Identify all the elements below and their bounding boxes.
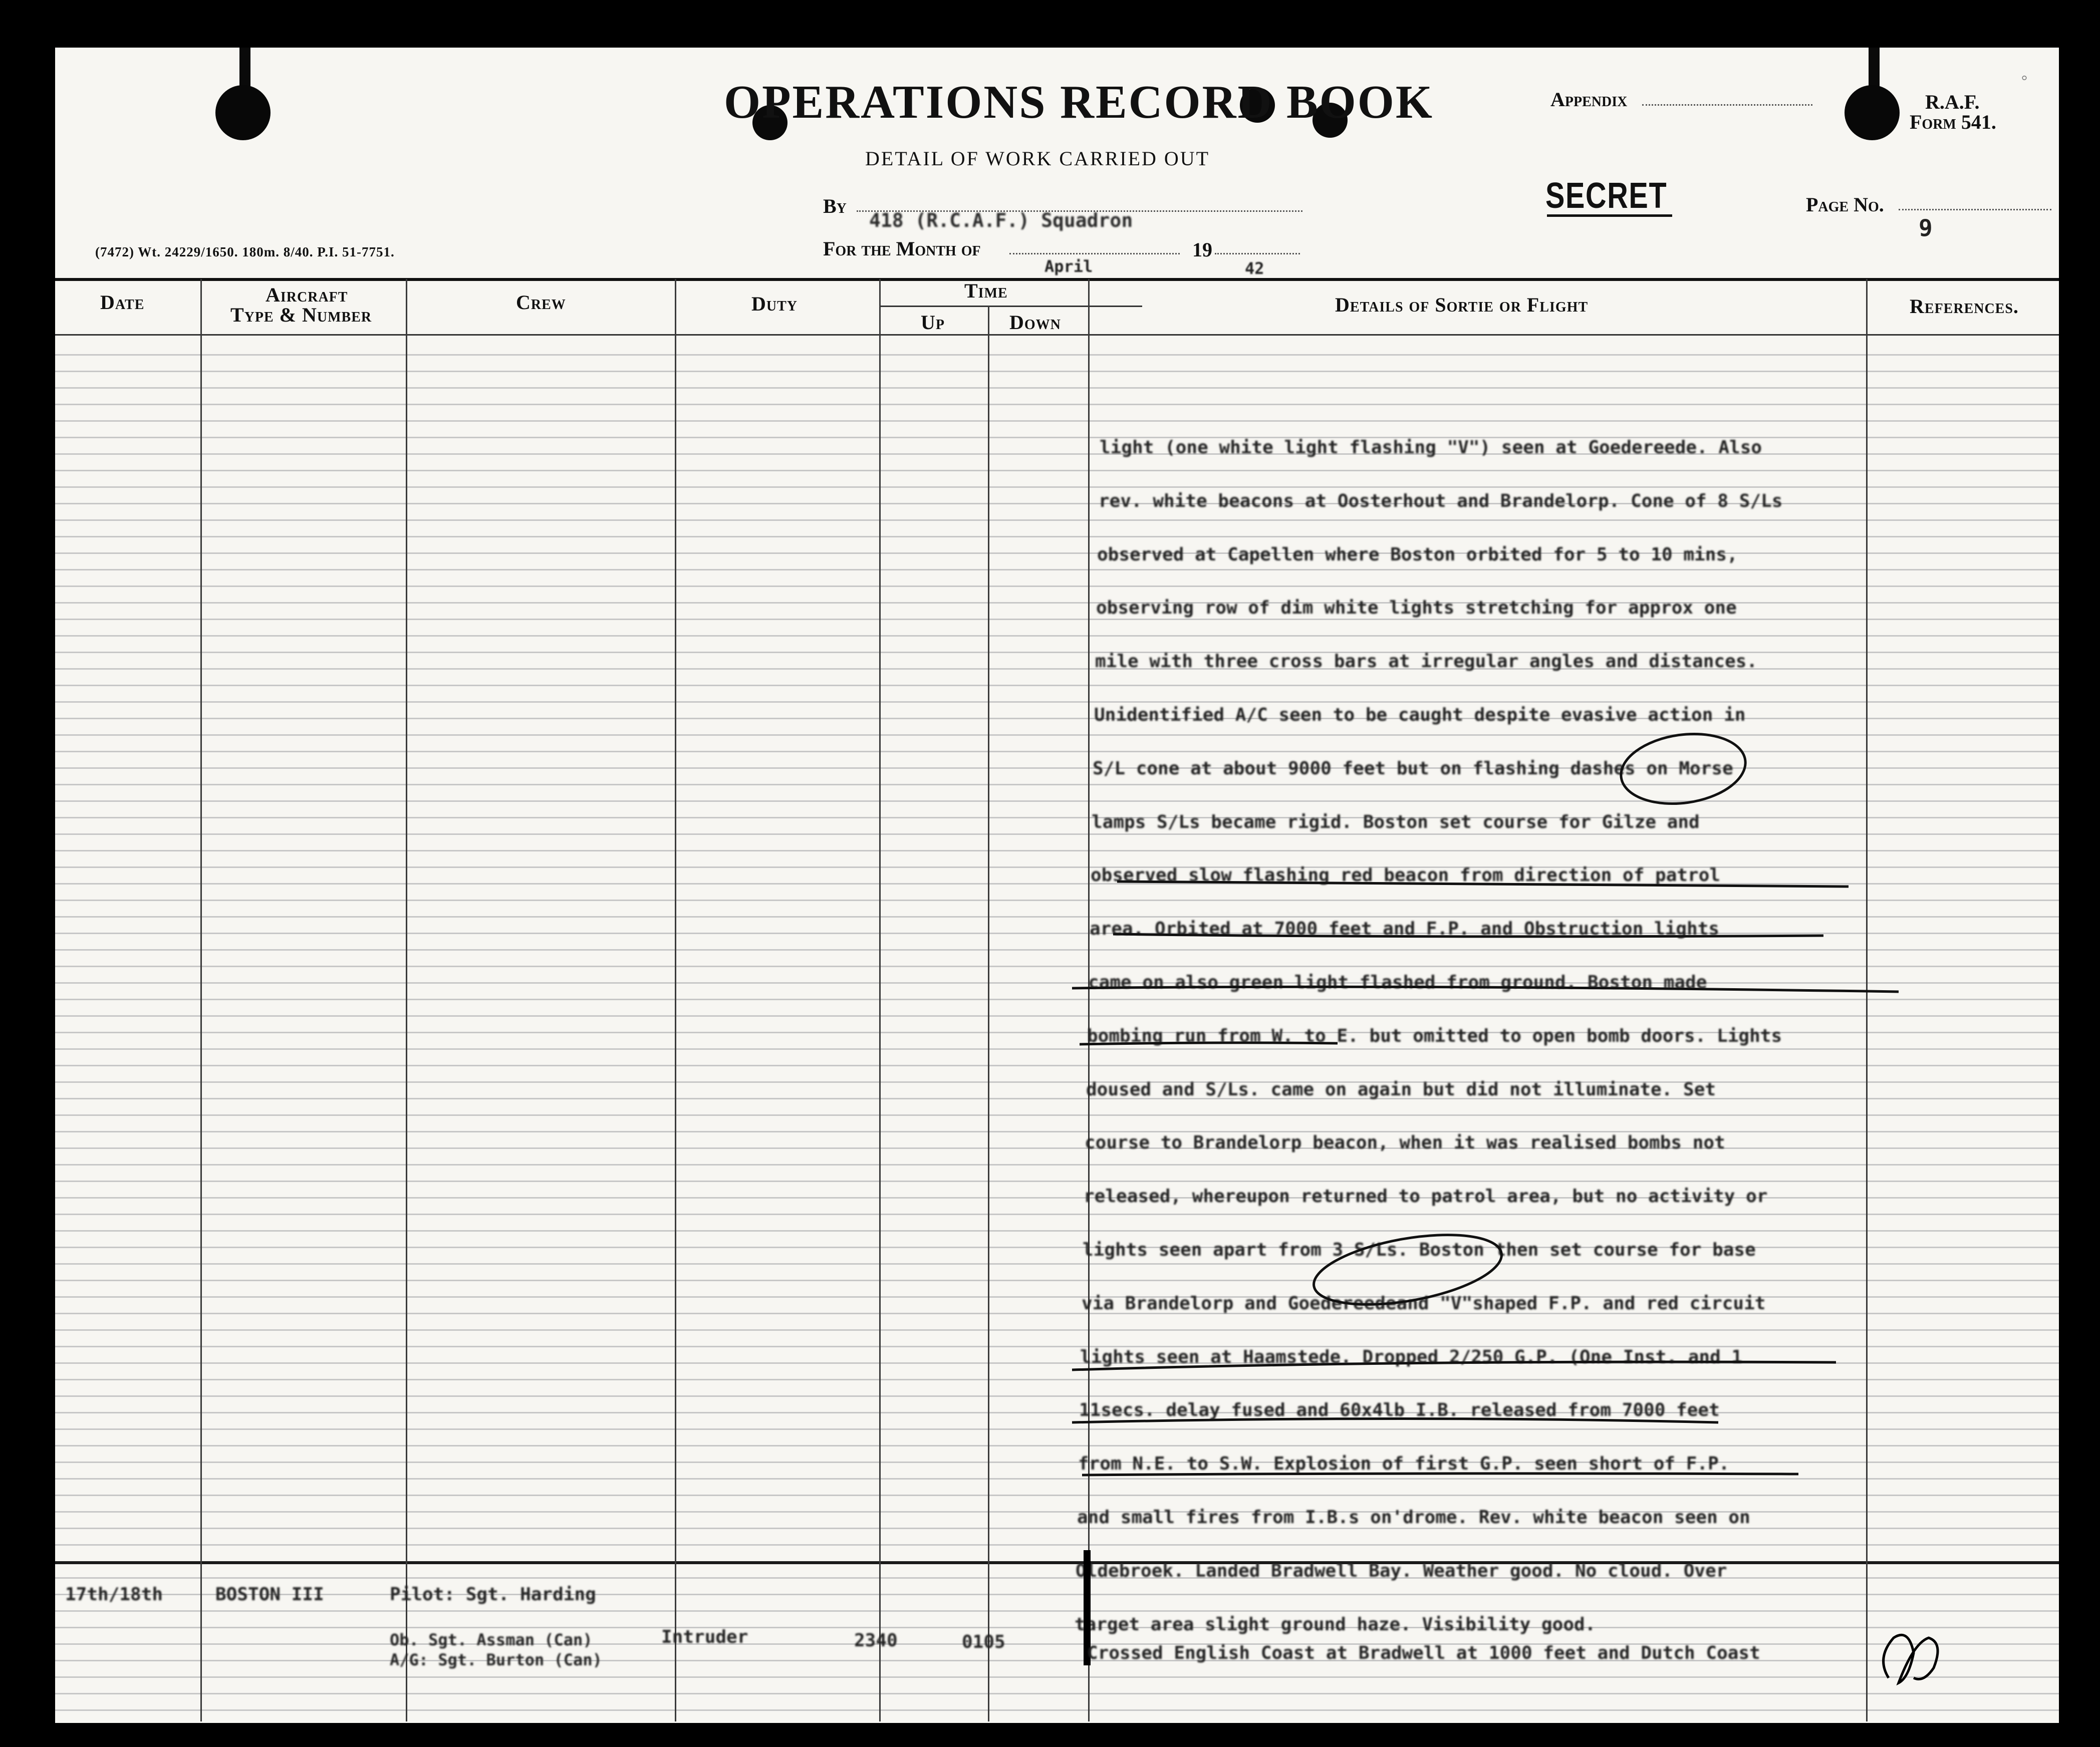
ink-underline-4: [1080, 1043, 1338, 1044]
entry-aircraft: BOSTON III: [215, 1584, 324, 1605]
details-line: and small fires from I.B.s on'drome. Rev. white beacon seen on: [1077, 1507, 1750, 1528]
col-time: Time: [964, 279, 1008, 302]
details-line: Unidentified A/C seen to be caught despite evasive action in: [1094, 705, 1746, 725]
ink-underline-2: [1113, 934, 1823, 937]
details-line: released, whereupon returned to patrol area, but no activity or: [1084, 1186, 1768, 1207]
col-date: Date: [100, 291, 145, 314]
record-sheet: [55, 48, 2059, 1723]
details-line: target area slight ground haze. Visibility good.: [1075, 1614, 1596, 1635]
ink-underline-1: [1117, 882, 1849, 887]
entry-details: Crossed English Coast at Bradwell at 1000 feet and Dutch Coast: [1087, 1643, 1760, 1663]
form-title-word-1: OPERATIONS: [724, 76, 1047, 128]
squadron-field: 418 (R.C.A.F.) Squadron: [869, 209, 1133, 231]
details-line: via Brandelorp and Goedereedeand "V"shaped F.P. and red circuit: [1082, 1293, 1766, 1314]
entry-crew-gunner: A/G: Sgt. Burton (Can): [390, 1650, 602, 1669]
col-aircraft-sub: Type & Number: [230, 304, 372, 326]
details-line: 11secs. delay fused and 60x4lb I.B. released from 7000 feet: [1079, 1400, 1720, 1421]
col-references: References.: [1910, 295, 2019, 318]
details-line: doused and S/Ls. came on again but did not illuminate. Set: [1086, 1079, 1716, 1100]
col-time-up: Up: [921, 311, 945, 334]
entry-date: 17th/18th: [65, 1584, 163, 1605]
details-line: light (one white light flashing "V") seen at Goedereede. Also: [1100, 437, 1762, 458]
entry-time-up: 2340: [854, 1630, 898, 1651]
details-line: rev. white beacons at Oosterhout and Brandelorp. Cone of 8 S/Ls: [1099, 490, 1783, 511]
details-line: bombing run from W. to E. but omitted to open bomb doors. Lights: [1087, 1025, 1782, 1046]
ink-underline-5: [1072, 1362, 1836, 1370]
col-crew: Crew: [516, 291, 566, 314]
details-line: mile with three cross bars at irregular angles and distances.: [1095, 651, 1758, 672]
details-line: observed slow flashing red beacon from direction of patrol: [1091, 865, 1721, 886]
entry-crew-pilot: Pilot: Sgt. Harding: [390, 1584, 596, 1605]
details-line: from N.E. to S.W. Explosion of first G.P. seen short of F.P.: [1078, 1453, 1730, 1475]
col-aircraft: Aircraft: [266, 283, 348, 306]
form-subtitle: DETAIL OF WORK CARRIED OUT: [865, 147, 1210, 170]
ink-underline-3: [1072, 987, 1899, 992]
form-title-word-2: RECORD: [1060, 76, 1273, 128]
details-line: observed at Capellen where Boston orbited for 5 to 10 mins,: [1097, 544, 1738, 565]
year-value: 42: [1245, 259, 1264, 278]
ink-circle-1: [1617, 726, 1750, 811]
details-line: observing row of dim white lights stretching for approx one: [1096, 598, 1737, 619]
form-number: Form 541.: [1910, 111, 1996, 133]
entry-time-down: 0105: [962, 1632, 1005, 1652]
ink-underline-6: [1072, 1419, 1718, 1423]
details-line: lights seen at Haamstede. Dropped 2/250 G.P. (One Inst. and 1: [1080, 1346, 1743, 1367]
details-line: S/L cone at about 9000 feet but on flashing dashes on Morse: [1093, 758, 1733, 779]
initials-mark: [1884, 1635, 1938, 1683]
details-line: Oldebroek. Landed Bradwell Bay. Weather good. No cloud. Over: [1076, 1560, 1727, 1581]
by-label: By: [823, 195, 847, 217]
col-details: Details of Sortie or Flight: [1335, 294, 1589, 316]
raf-label: R.A.F.: [1925, 91, 1980, 113]
details-line: area. Orbited at 7000 feet and F.P. and Obstruction lights: [1090, 919, 1720, 940]
print-code: (7472) Wt. 24229/1650. 180m. 8/40. P.I. 51-7751.: [95, 244, 395, 259]
corner-mark: °: [2021, 73, 2027, 89]
details-line: course to Brandelorp beacon, when it was realised bombs not: [1085, 1132, 1725, 1153]
details-line: lamps S/Ls became rigid. Boston set course for Gilze and: [1092, 811, 1700, 832]
secret-stamp: SECRET: [1545, 176, 1668, 216]
year-prefix: 19: [1192, 238, 1212, 261]
form-title-word-3: BOOK: [1286, 76, 1434, 128]
details-line: lights seen apart from 3 S/Ls. Boston then set course for base: [1083, 1240, 1756, 1260]
col-time-down: Down: [1009, 311, 1061, 334]
month-label: For the Month of: [823, 237, 981, 260]
page-number-label: Page No.: [1806, 193, 1884, 216]
col-duty: Duty: [751, 293, 798, 315]
ink-circle-2: [1308, 1223, 1507, 1317]
entry-duty: Intruder: [661, 1627, 748, 1647]
page-number: 9: [1919, 214, 1933, 241]
ink-underline-7: [1082, 1474, 1798, 1475]
appendix-label: Appendix: [1550, 88, 1628, 111]
entry-crew-observer: Ob. Sgt. Assman (Can): [390, 1630, 593, 1649]
month-value: April: [1044, 257, 1093, 276]
details-line: came on also green light flashed from ground. Boston made: [1088, 972, 1707, 993]
ink-annotations: [55, 48, 2059, 1723]
